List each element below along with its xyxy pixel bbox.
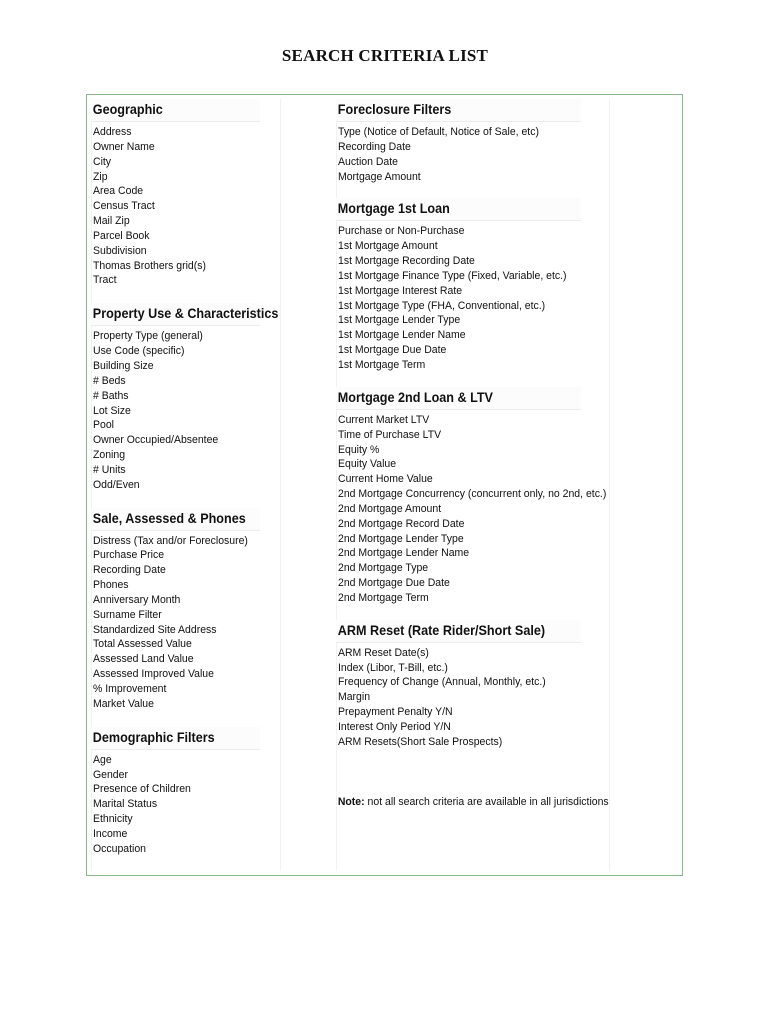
criteria-item: Auction Date [338,155,399,168]
section-mortgage-1st [336,198,608,372]
criteria-item: Interest Only Period Y/N [338,721,451,733]
criteria-item: 2nd Mortgage Lender Type [338,532,464,545]
criteria-item: Purchase or Non-Purchase [338,225,465,238]
criteria-item: Building Size [93,359,154,372]
criteria-list [91,122,279,288]
criteria-item: Owner Name [93,140,155,153]
criteria-list [91,326,279,492]
jurisdiction-note [336,795,609,809]
criteria-item: Use Code (specific) [93,345,185,358]
criteria-item: Assessed Land Value [93,653,194,666]
page-title: SEARCH CRITERIA LIST [281,46,489,65]
criteria-item: 1st Mortgage Finance Type (Fixed, Variable, etc.) [338,269,567,282]
criteria-item: Income [93,827,128,840]
criteria-item: 1st Mortgage Interest Rate [338,284,463,297]
criteria-item: Occupation [93,842,147,855]
criteria-item: Assessed Improved Value [93,668,214,681]
criteria-item: 2nd Mortgage Lender Name [338,547,470,560]
criteria-item: Current Market LTV [338,413,430,426]
criteria-item: Total Assessed Value [93,638,192,651]
criteria-item: 2nd Mortgage Record Date [338,517,465,530]
criteria-item: Owner Occupied/Absentee [93,434,219,447]
criteria-item: 1st Mortgage Term [338,358,426,371]
criteria-item: 1st Mortgage Type (FHA, Conventional, etc.) [338,299,546,312]
criteria-item: Distress (Tax and/or Foreclosure) [93,534,248,547]
section-mortgage-2nd-ltv [336,387,608,606]
criteria-item: # Baths [93,389,129,402]
criteria-item: Subdivision [93,244,147,257]
criteria-item: ARM Resets(Short Sale Prospects) [338,735,503,748]
left-column [91,99,279,857]
criteria-item: Parcel Book [93,229,150,242]
criteria-item: 2nd Mortgage Due Date [338,577,450,590]
criteria-item: Area Code [93,185,144,198]
criteria-item: Frequency of Change (Annual, Monthly, etc.) [338,676,546,689]
criteria-list [336,122,608,184]
section-property-use [91,303,279,492]
criteria-item: Time of Purchase LTV [338,428,442,441]
criteria-item: Margin [338,691,371,704]
criteria-item: Thomas Brothers grid(s) [93,259,206,272]
criteria-item: City [93,155,112,168]
criteria-item: Zoning [93,449,126,462]
criteria-item: 2nd Mortgage Amount [338,502,442,515]
criteria-item: Recording Date [338,140,411,153]
criteria-item: Surname Filter [93,608,162,621]
criteria-item: Marital Status [93,798,158,811]
criteria-item: Current Home Value [338,473,433,486]
criteria-item: Purchase Price [93,549,165,562]
note-text: not all search criteria are available in all jurisdictions [364,796,609,809]
criteria-item: Tract [93,274,117,287]
section-heading: Geographic [91,99,260,122]
section-arm-reset [336,620,608,750]
criteria-item: Ethnicity [93,813,133,826]
criteria-item: Prepayment Penalty Y/N [338,706,453,719]
criteria-item: Mortgage Amount [338,170,421,183]
criteria-item: Market Value [93,697,154,710]
criteria-item: 2nd Mortgage Term [338,591,429,604]
criteria-item: Presence of Children [93,783,191,796]
criteria-item: Phones [93,579,129,592]
criteria-list [336,410,608,606]
section-foreclosure [336,99,608,184]
criteria-item: Odd/Even [93,478,140,491]
criteria-list [336,643,608,750]
criteria-frame [86,94,683,876]
criteria-item: 2nd Mortgage Type [338,562,429,575]
criteria-item: 1st Mortgage Due Date [338,344,447,357]
note-label: Note: [337,796,365,809]
criteria-list [336,221,608,372]
criteria-item: Anniversary Month [93,593,181,606]
criteria-item: 1st Mortgage Amount [338,240,438,253]
section-geographic [91,99,279,288]
criteria-item: Age [93,753,112,766]
section-heading: Sale, Assessed & Phones [91,508,260,531]
criteria-item: Gender [93,768,128,781]
section-demographic [91,727,279,857]
criteria-item: Zip [93,170,108,183]
right-column [336,99,608,820]
criteria-item: ARM Reset Date(s) [338,646,429,659]
criteria-item: 1st Mortgage Lender Name [338,329,466,342]
section-heading: Mortgage 2nd Loan & LTV [336,387,581,410]
criteria-item: Equity Value [338,458,397,471]
criteria-item: Property Type (general) [93,330,203,343]
criteria-item: Address [93,126,132,138]
criteria-item: Index (Libor, T-Bill, etc.) [338,661,448,674]
section-heading: Foreclosure Filters [336,99,581,122]
criteria-item: Mail Zip [93,215,130,228]
section-sale-assessed-phones [91,508,279,712]
criteria-item: Type (Notice of Default, Notice of Sale, etc) [338,126,539,138]
criteria-item: Pool [93,419,114,432]
criteria-item: Equity % [338,443,380,456]
criteria-item: Census Tract [93,200,155,213]
criteria-item: # Units [93,463,126,476]
criteria-list [91,750,279,857]
criteria-list [91,531,279,712]
criteria-item: # Beds [93,374,126,387]
criteria-item: Lot Size [93,404,131,417]
criteria-item: 1st Mortgage Recording Date [338,255,475,268]
section-heading: Demographic Filters [91,727,260,750]
criteria-item: Standardized Site Address [93,623,217,636]
criteria-item: % Improvement [93,683,167,695]
section-heading: ARM Reset (Rate Rider/Short Sale) [336,620,581,643]
criteria-item: Recording Date [93,564,166,577]
criteria-item: 2nd Mortgage Concurrency (concurrent only, no 2nd, etc.) [338,488,607,501]
section-heading: Mortgage 1st Loan [336,198,581,221]
section-heading: Property Use & Characteristics [91,303,260,326]
criteria-item: 1st Mortgage Lender Type [338,314,461,327]
